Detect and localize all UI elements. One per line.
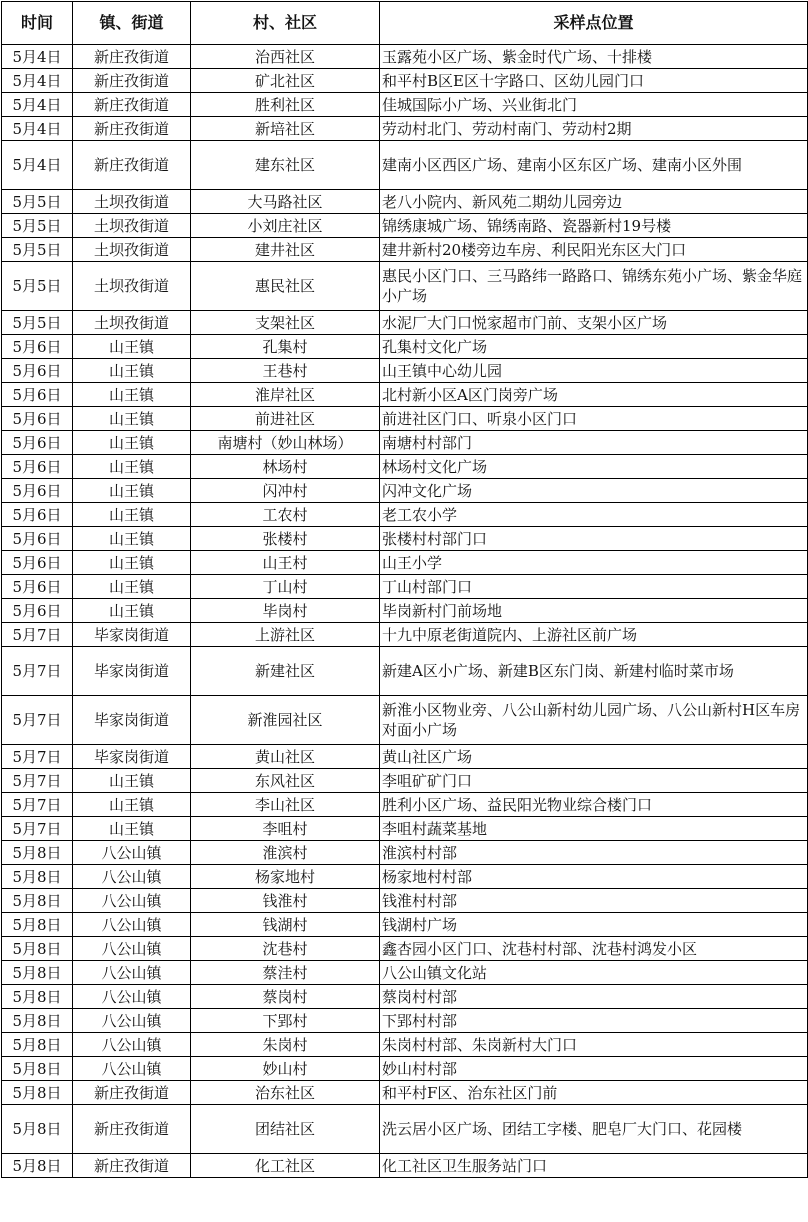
- cell-date: 5月7日: [2, 769, 73, 793]
- cell-village: 建井社区: [191, 238, 380, 262]
- cell-town: 八公山镇: [73, 841, 191, 865]
- cell-town: 山王镇: [73, 431, 191, 455]
- cell-date: 5月6日: [2, 575, 73, 599]
- cell-village: 黄山社区: [191, 745, 380, 769]
- cell-location: 山王小学: [380, 551, 808, 575]
- cell-location: 新建A区小广场、新建B区东门岗、新建村临时菜市场: [380, 647, 808, 696]
- cell-town: 山王镇: [73, 527, 191, 551]
- cell-date: 5月8日: [2, 937, 73, 961]
- cell-village: 丁山村: [191, 575, 380, 599]
- cell-village: 下郢村: [191, 1009, 380, 1033]
- table-row: [2, 214, 808, 238]
- cell-village: 王巷村: [191, 359, 380, 383]
- cell-village: 朱岗村: [191, 1033, 380, 1057]
- cell-location: 钱淮村村部: [380, 889, 808, 913]
- cell-village: 东风社区: [191, 769, 380, 793]
- table-row: [2, 455, 808, 479]
- table-row: [2, 407, 808, 431]
- cell-date: 5月8日: [2, 889, 73, 913]
- table-row: [2, 238, 808, 262]
- table-row: [2, 745, 808, 769]
- cell-town: 新庄孜街道: [73, 1154, 191, 1178]
- cell-date: 5月6日: [2, 503, 73, 527]
- cell-town: 新庄孜街道: [73, 93, 191, 117]
- table-row: [2, 1154, 808, 1178]
- cell-village: 张楼村: [191, 527, 380, 551]
- cell-town: 八公山镇: [73, 1057, 191, 1081]
- cell-village: 矿北社区: [191, 69, 380, 93]
- cell-date: 5月8日: [2, 1009, 73, 1033]
- cell-village: 钱淮村: [191, 889, 380, 913]
- cell-location: 朱岗村村部、朱岗新村大门口: [380, 1033, 808, 1057]
- cell-location: 李咀矿矿门口: [380, 769, 808, 793]
- cell-date: 5月8日: [2, 985, 73, 1009]
- cell-location: 黄山社区广场: [380, 745, 808, 769]
- table-row: [2, 985, 808, 1009]
- table-row: [2, 1033, 808, 1057]
- cell-location: 北村新小区A区门岗旁广场: [380, 383, 808, 407]
- cell-location: 十九中原老街道院内、上游社区前广场: [380, 623, 808, 647]
- cell-village: 钱湖村: [191, 913, 380, 937]
- cell-village: 沈巷村: [191, 937, 380, 961]
- cell-location: 闪冲文化广场: [380, 479, 808, 503]
- cell-village: 大马路社区: [191, 190, 380, 214]
- cell-village: 治西社区: [191, 45, 380, 69]
- table-row: [2, 913, 808, 937]
- cell-date: 5月7日: [2, 793, 73, 817]
- cell-town: 山王镇: [73, 575, 191, 599]
- cell-town: 八公山镇: [73, 985, 191, 1009]
- cell-location: 蔡岗村村部: [380, 985, 808, 1009]
- cell-date: 5月6日: [2, 431, 73, 455]
- table-row: [2, 937, 808, 961]
- cell-village: 治东社区: [191, 1081, 380, 1105]
- cell-location: 劳动村北门、劳动村南门、劳动村2期: [380, 117, 808, 141]
- cell-village: 李山社区: [191, 793, 380, 817]
- cell-location: 毕岗新村门前场地: [380, 599, 808, 623]
- cell-town: 八公山镇: [73, 913, 191, 937]
- cell-town: 山王镇: [73, 503, 191, 527]
- table-row: [2, 1081, 808, 1105]
- table-row: [2, 190, 808, 214]
- cell-location: 钱湖村广场: [380, 913, 808, 937]
- table-row: [2, 69, 808, 93]
- sampling-schedule-table: [1, 1, 808, 1178]
- cell-date: 5月8日: [2, 961, 73, 985]
- cell-town: 新庄孜街道: [73, 69, 191, 93]
- header-town: 镇、街道: [73, 2, 191, 45]
- table-row: [2, 889, 808, 913]
- cell-village: 蔡岗村: [191, 985, 380, 1009]
- cell-date: 5月7日: [2, 623, 73, 647]
- cell-town: 毕家岗街道: [73, 647, 191, 696]
- cell-village: 新建社区: [191, 647, 380, 696]
- cell-date: 5月6日: [2, 479, 73, 503]
- cell-location: 八公山镇文化站: [380, 961, 808, 985]
- cell-date: 5月4日: [2, 117, 73, 141]
- table-row: [2, 551, 808, 575]
- cell-location: 和平村F区、治东社区门前: [380, 1081, 808, 1105]
- cell-village: 淮岸社区: [191, 383, 380, 407]
- cell-location: 李咀村蔬菜基地: [380, 817, 808, 841]
- cell-date: 5月8日: [2, 913, 73, 937]
- cell-location: 丁山村部门口: [380, 575, 808, 599]
- cell-date: 5月5日: [2, 214, 73, 238]
- cell-town: 八公山镇: [73, 865, 191, 889]
- cell-town: 山王镇: [73, 599, 191, 623]
- cell-town: 八公山镇: [73, 1009, 191, 1033]
- cell-date: 5月5日: [2, 190, 73, 214]
- cell-date: 5月5日: [2, 238, 73, 262]
- cell-date: 5月6日: [2, 407, 73, 431]
- cell-location: 佳城国际小广场、兴业街北门: [380, 93, 808, 117]
- cell-village: 新培社区: [191, 117, 380, 141]
- cell-location: 玉露苑小区广场、紫金时代广场、十排楼: [380, 45, 808, 69]
- cell-date: 5月6日: [2, 359, 73, 383]
- cell-town: 山王镇: [73, 551, 191, 575]
- cell-town: 山王镇: [73, 817, 191, 841]
- cell-town: 新庄孜街道: [73, 1081, 191, 1105]
- cell-location: 惠民小区门口、三马路纬一路路口、锦绣东苑小广场、紫金华庭小广场: [380, 262, 808, 311]
- cell-village: 工农村: [191, 503, 380, 527]
- table-row: [2, 503, 808, 527]
- cell-date: 5月6日: [2, 335, 73, 359]
- table-row: [2, 961, 808, 985]
- cell-location: 水泥厂大门口悦家超市门前、支架小区广场: [380, 311, 808, 335]
- table-row: [2, 817, 808, 841]
- cell-town: 毕家岗街道: [73, 696, 191, 745]
- cell-location: 和平村B区E区十字路口、区幼儿园门口: [380, 69, 808, 93]
- table-row: [2, 769, 808, 793]
- cell-village: 南塘村（妙山林场）: [191, 431, 380, 455]
- table-row: [2, 93, 808, 117]
- cell-village: 毕岗村: [191, 599, 380, 623]
- cell-village: 上游社区: [191, 623, 380, 647]
- cell-date: 5月4日: [2, 69, 73, 93]
- cell-location: 前进社区门口、听泉小区门口: [380, 407, 808, 431]
- cell-town: 八公山镇: [73, 1033, 191, 1057]
- cell-town: 毕家岗街道: [73, 623, 191, 647]
- cell-town: 新庄孜街道: [73, 45, 191, 69]
- cell-location: 老八小院内、新风苑二期幼儿园旁边: [380, 190, 808, 214]
- cell-town: 山王镇: [73, 479, 191, 503]
- cell-village: 小刘庄社区: [191, 214, 380, 238]
- cell-location: 鑫杏园小区门口、沈巷村村部、沈巷村鸿发小区: [380, 937, 808, 961]
- cell-date: 5月4日: [2, 141, 73, 190]
- cell-location: 化工社区卫生服务站门口: [380, 1154, 808, 1178]
- cell-town: 土坝孜街道: [73, 190, 191, 214]
- cell-date: 5月7日: [2, 696, 73, 745]
- table-row: [2, 599, 808, 623]
- cell-town: 土坝孜街道: [73, 238, 191, 262]
- cell-date: 5月6日: [2, 455, 73, 479]
- table-row: [2, 117, 808, 141]
- cell-date: 5月8日: [2, 1081, 73, 1105]
- header-location: 采样点位置: [380, 2, 808, 45]
- cell-village: 李咀村: [191, 817, 380, 841]
- cell-date: 5月7日: [2, 745, 73, 769]
- cell-location: 建南小区西区广场、建南小区东区广场、建南小区外围: [380, 141, 808, 190]
- table-row: [2, 383, 808, 407]
- cell-village: 团结社区: [191, 1105, 380, 1154]
- cell-village: 前进社区: [191, 407, 380, 431]
- cell-town: 山王镇: [73, 769, 191, 793]
- cell-location: 张楼村村部门口: [380, 527, 808, 551]
- cell-date: 5月8日: [2, 1033, 73, 1057]
- cell-village: 新淮园社区: [191, 696, 380, 745]
- header-row: [2, 2, 808, 45]
- cell-location: 建井新村20楼旁边车房、利民阳光东区大门口: [380, 238, 808, 262]
- cell-date: 5月5日: [2, 262, 73, 311]
- cell-town: 土坝孜街道: [73, 311, 191, 335]
- cell-town: 土坝孜街道: [73, 262, 191, 311]
- cell-village: 杨家地村: [191, 865, 380, 889]
- table-row: [2, 262, 808, 311]
- cell-village: 林场村: [191, 455, 380, 479]
- table-row: [2, 45, 808, 69]
- cell-town: 八公山镇: [73, 961, 191, 985]
- table-row: [2, 359, 808, 383]
- table-row: [2, 141, 808, 190]
- table-row: [2, 335, 808, 359]
- table-row: [2, 311, 808, 335]
- cell-village: 蔡洼村: [191, 961, 380, 985]
- cell-village: 惠民社区: [191, 262, 380, 311]
- table-body: [2, 45, 808, 1178]
- header-date: 时间: [2, 2, 73, 45]
- cell-town: 新庄孜街道: [73, 117, 191, 141]
- cell-date: 5月8日: [2, 1105, 73, 1154]
- table-row: [2, 575, 808, 599]
- cell-date: 5月6日: [2, 383, 73, 407]
- cell-date: 5月5日: [2, 311, 73, 335]
- table-row: [2, 841, 808, 865]
- cell-location: 孔集村文化广场: [380, 335, 808, 359]
- cell-village: 淮滨村: [191, 841, 380, 865]
- cell-date: 5月8日: [2, 865, 73, 889]
- cell-date: 5月4日: [2, 93, 73, 117]
- cell-town: 新庄孜街道: [73, 141, 191, 190]
- cell-location: 淮滨村村部: [380, 841, 808, 865]
- cell-location: 南塘村村部门: [380, 431, 808, 455]
- cell-town: 山王镇: [73, 383, 191, 407]
- cell-village: 建东社区: [191, 141, 380, 190]
- cell-town: 山王镇: [73, 359, 191, 383]
- table-row: [2, 527, 808, 551]
- cell-location: 洗云居小区广场、团结工字楼、肥皂厂大门口、花园楼: [380, 1105, 808, 1154]
- table-row: [2, 431, 808, 455]
- cell-town: 八公山镇: [73, 937, 191, 961]
- table-row: [2, 647, 808, 696]
- cell-date: 5月6日: [2, 599, 73, 623]
- cell-village: 妙山村: [191, 1057, 380, 1081]
- cell-village: 支架社区: [191, 311, 380, 335]
- cell-location: 锦绣康城广场、锦绣南路、瓷器新村19号楼: [380, 214, 808, 238]
- table-row: [2, 1009, 808, 1033]
- cell-date: 5月6日: [2, 527, 73, 551]
- cell-location: 林场村文化广场: [380, 455, 808, 479]
- cell-town: 山王镇: [73, 455, 191, 479]
- cell-location: 下郢村村部: [380, 1009, 808, 1033]
- cell-town: 新庄孜街道: [73, 1105, 191, 1154]
- cell-town: 山王镇: [73, 407, 191, 431]
- cell-location: 新淮小区物业旁、八公山新村幼儿园广场、八公山新村H区车房对面小广场: [380, 696, 808, 745]
- cell-date: 5月7日: [2, 817, 73, 841]
- cell-town: 毕家岗街道: [73, 745, 191, 769]
- cell-location: 杨家地村村部: [380, 865, 808, 889]
- cell-date: 5月8日: [2, 1154, 73, 1178]
- cell-village: 孔集村: [191, 335, 380, 359]
- table-row: [2, 865, 808, 889]
- table-row: [2, 623, 808, 647]
- cell-date: 5月7日: [2, 647, 73, 696]
- cell-date: 5月6日: [2, 551, 73, 575]
- cell-town: 山王镇: [73, 335, 191, 359]
- cell-town: 八公山镇: [73, 889, 191, 913]
- header-village: 村、社区: [191, 2, 380, 45]
- cell-village: 闪冲村: [191, 479, 380, 503]
- cell-village: 化工社区: [191, 1154, 380, 1178]
- cell-location: 妙山村村部: [380, 1057, 808, 1081]
- cell-date: 5月8日: [2, 841, 73, 865]
- table-row: [2, 1057, 808, 1081]
- cell-village: 山王村: [191, 551, 380, 575]
- cell-date: 5月4日: [2, 45, 73, 69]
- cell-location: 山王镇中心幼儿园: [380, 359, 808, 383]
- cell-date: 5月8日: [2, 1057, 73, 1081]
- table-row: [2, 1105, 808, 1154]
- cell-town: 山王镇: [73, 793, 191, 817]
- cell-location: 胜利小区广场、益民阳光物业综合楼门口: [380, 793, 808, 817]
- cell-location: 老工农小学: [380, 503, 808, 527]
- cell-town: 土坝孜街道: [73, 214, 191, 238]
- cell-village: 胜利社区: [191, 93, 380, 117]
- table-row: [2, 793, 808, 817]
- table-row: [2, 479, 808, 503]
- table-row: [2, 696, 808, 745]
